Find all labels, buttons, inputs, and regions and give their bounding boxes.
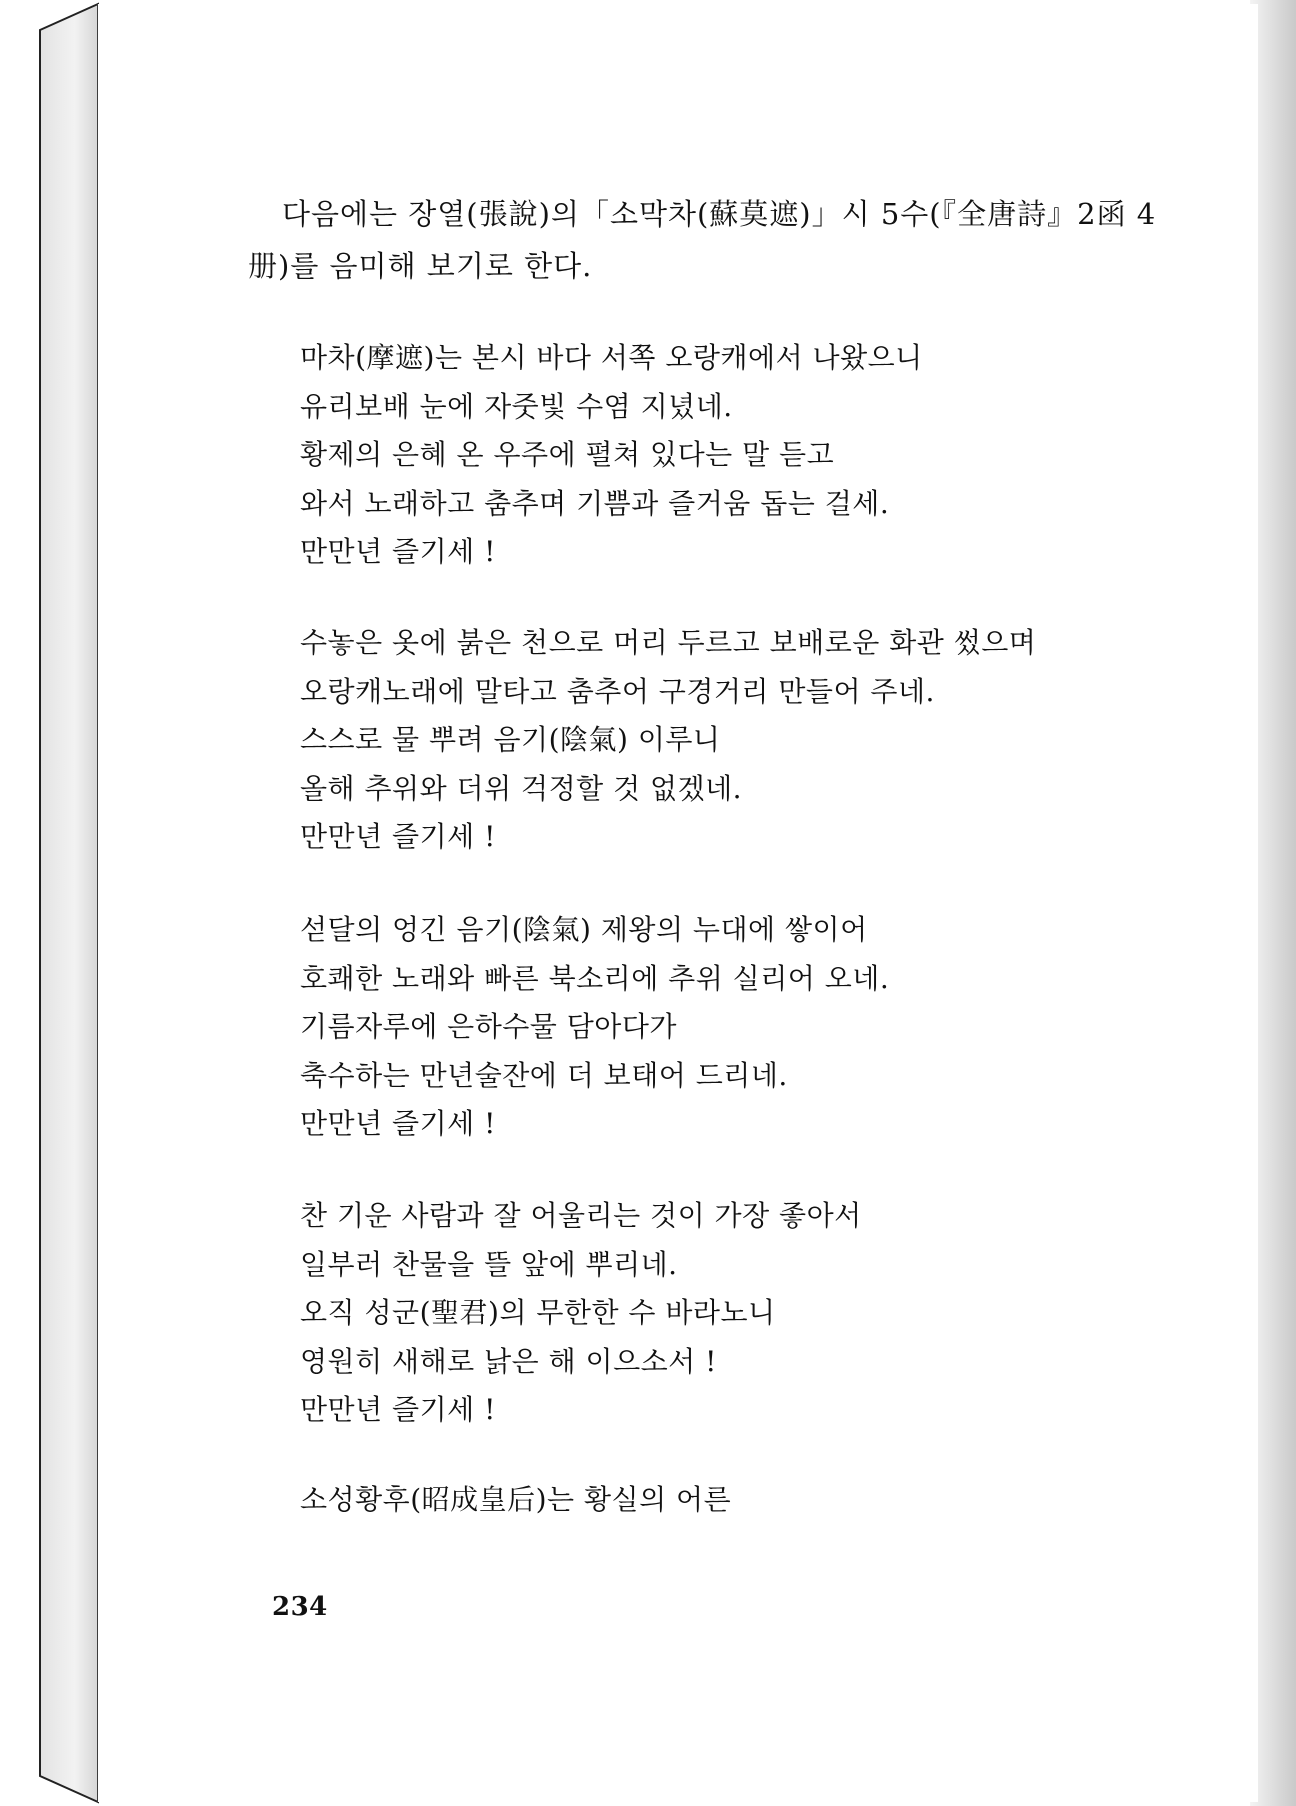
poem-line: 와서 노래하고 춤추며 기쁨과 즐거움 돕는 걸세. [300,486,890,520]
poem-line: 오랑캐노래에 말타고 춤추어 구경거리 만들어 주네. [300,674,935,708]
page-number: 234 [272,1592,328,1622]
intro-line: 册)를 음미해 보기로 한다. [248,249,593,283]
poem-stanza [300,1192,1120,1435]
poem-stanza [300,334,1120,577]
poem-line: 마차(摩遮)는 본시 바다 서쪽 오랑캐에서 나왔으니 [300,341,923,374]
poem-stanza [300,619,1120,862]
poem-line: 황제의 은혜 온 우주에 펼쳐 있다는 말 듣고 [300,438,835,471]
poem-stanza [300,906,1120,1149]
poem-line: 수놓은 옷에 붉은 천으로 머리 두르고 보배로운 화관 썼으며 [300,626,1037,659]
poem-line: 만만년 즐기세 ! [300,535,496,568]
poem-line: 올해 추위와 더위 걱정할 것 없겠네. [300,771,743,805]
intro-line: 다음에는 장열(張說)의「소막차(蘇莫遮)」시 5수(『全唐詩』2函 4 [282,197,1157,231]
poem-stanza [300,1476,1120,1525]
poem-line: 소성황후(昭成皇后)는 황실의 어른 [300,1483,732,1516]
poem-line: 기름자루에 은하수물 담아다가 [300,1010,677,1043]
poem-line: 만만년 즐기세 ! [300,820,496,853]
poem-line: 축수하는 만년술잔에 더 보태어 드리네. [300,1058,788,1092]
poem-line: 만만년 즐기세 ! [300,1107,496,1140]
poem-line: 영원히 새해로 낡은 해 이으소서 ! [300,1344,717,1378]
poem-line: 호쾌한 노래와 빠른 북소리에 추위 실리어 오네. [300,961,890,995]
poem-line: 오직 성군(聖君)의 무한한 수 바라노니 [300,1296,776,1329]
poem-line: 섣달의 엉긴 음기(陰氣) 제왕의 누대에 쌓이어 [300,913,868,946]
poem-line: 찬 기운 사람과 잘 어울리는 것이 가장 좋아서 [300,1199,862,1232]
poem-line: 유리보배 눈에 자줏빛 수염 지녔네. [300,389,733,423]
poem-line: 일부러 찬물을 뜰 앞에 뿌리네. [300,1247,678,1281]
poem-line: 스스로 물 뿌려 음기(陰氣) 이루니 [300,723,721,756]
intro-paragraph [248,188,1157,292]
poem-line: 만만년 즐기세 ! [300,1393,496,1426]
